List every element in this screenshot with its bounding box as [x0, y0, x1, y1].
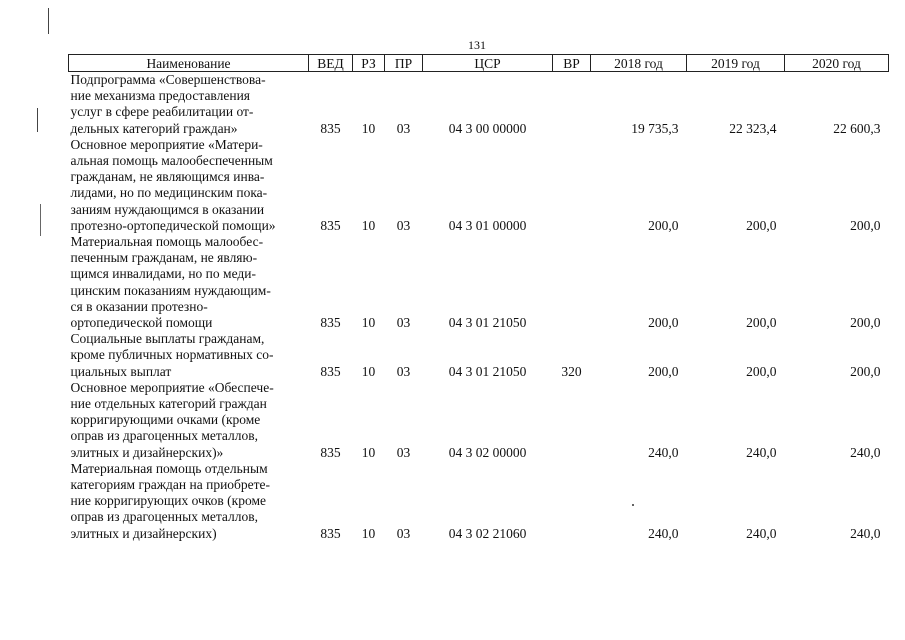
cell-2020: 200,0 — [850, 315, 881, 331]
budget-table — [68, 54, 889, 542]
name-line: альная помощь малообеспеченным — [70, 153, 273, 169]
cell-ved: 835 — [320, 120, 341, 136]
name-line: протезно-ортопедической помощи» — [70, 217, 276, 233]
header-name: Наименование — [69, 55, 309, 72]
name-line: ние корригирующих очков (кроме — [70, 493, 266, 509]
cell-2018: 240,0 — [648, 525, 679, 541]
name-line: кроме публичных нормативных со- — [70, 347, 274, 363]
cell-name — [69, 234, 309, 331]
cell-2020: 200,0 — [850, 363, 881, 379]
name-line: гражданам, не являющимся инва- — [70, 169, 265, 185]
cell-vr — [553, 461, 591, 542]
cell-2018: 200,0 — [648, 363, 679, 379]
cell-pr: 03 — [396, 217, 411, 233]
name-line: оправ из драгоценных металлов, — [70, 428, 259, 444]
name-line: Материальная помощь отдельным — [70, 460, 268, 476]
margin-mark — [48, 8, 49, 34]
cell-name — [69, 380, 309, 461]
cell-2020: 200,0 — [850, 217, 881, 233]
cell-2019: 240,0 — [746, 525, 777, 541]
cell-2018: 240,0 — [648, 444, 679, 460]
name-line: Социальные выплаты гражданам, — [70, 331, 265, 347]
name-line: Основное мероприятие «Обеспече- — [70, 379, 274, 395]
cell-vr: 320 — [561, 363, 582, 379]
cell-rz: 10 — [361, 120, 376, 136]
cell-csr: 04 3 01 00000 — [448, 217, 527, 233]
cell-vr — [553, 137, 591, 234]
cell-csr: 04 3 01 21050 — [448, 315, 527, 331]
name-line: цинским показаниям нуждающим- — [70, 282, 271, 298]
cell-2020: 22 600,3 — [833, 120, 881, 136]
name-line: Основное мероприятие «Матери- — [70, 136, 263, 152]
table-row — [69, 234, 889, 331]
header-ved: ВЕД — [309, 55, 353, 72]
header-2019: 2019 год — [687, 55, 785, 72]
margin-mark — [40, 204, 41, 236]
cell-ved: 835 — [320, 315, 341, 331]
cell-2020: 240,0 — [850, 525, 881, 541]
name-line: ортопедической помощи — [70, 315, 213, 331]
cell-2018: 19 735,3 — [631, 120, 679, 136]
name-line: корригирующими очками (кроме — [70, 412, 261, 428]
name-line: дельных категорий граждан» — [70, 120, 238, 136]
name-line: ся в оказании протезно- — [70, 298, 208, 314]
cell-2019: 240,0 — [746, 444, 777, 460]
cell-2019: 200,0 — [746, 217, 777, 233]
cell-2018: 200,0 — [648, 217, 679, 233]
header-2018: 2018 год — [591, 55, 687, 72]
cell-2020: 240,0 — [850, 444, 881, 460]
cell-ved: 835 — [320, 217, 341, 233]
table-row — [69, 331, 889, 380]
header-vr: ВР — [553, 55, 591, 72]
name-line: лидами, но по медицинским пока- — [70, 185, 268, 201]
cell-pr: 03 — [396, 363, 411, 379]
name-line: печенным гражданам, не являю- — [70, 250, 258, 266]
cell-name — [69, 331, 309, 380]
name-line: щимся инвалидами, но по меди- — [70, 266, 256, 282]
table-row — [69, 72, 889, 137]
cell-csr: 04 3 01 21050 — [448, 363, 527, 379]
cell-csr: 04 3 00 00000 — [448, 120, 527, 136]
cell-pr: 03 — [396, 120, 411, 136]
cell-2019: 200,0 — [746, 315, 777, 331]
cell-2019: 200,0 — [746, 363, 777, 379]
cell-rz: 10 — [361, 315, 376, 331]
cell-rz: 10 — [361, 444, 376, 460]
name-line: ние механизма предоставления — [70, 88, 251, 104]
cell-csr: 04 3 02 21060 — [448, 525, 527, 541]
cell-2019: 22 323,4 — [729, 120, 777, 136]
page-number: 131 — [468, 38, 486, 52]
cell-pr: 03 — [396, 315, 411, 331]
name-line: категориям граждан на приобрете- — [70, 477, 271, 493]
header-csr: ЦСР — [423, 55, 553, 72]
table-row — [69, 137, 889, 234]
cell-pr: 03 — [396, 525, 411, 541]
cell-ved: 835 — [320, 444, 341, 460]
cell-ved: 835 — [320, 363, 341, 379]
cell-rz: 10 — [361, 525, 376, 541]
name-line: заниям нуждающимся в оказании — [70, 201, 265, 217]
cell-2018: 200,0 — [648, 315, 679, 331]
header-rz: РЗ — [353, 55, 385, 72]
cell-rz: 10 — [361, 363, 376, 379]
cell-ved: 835 — [320, 525, 341, 541]
name-line: Подпрограмма «Совершенствова- — [70, 72, 266, 87]
table-row — [69, 461, 889, 542]
name-line: услуг в сфере реабилитации от- — [70, 104, 254, 120]
margin-mark — [37, 108, 38, 132]
cell-rz: 10 — [361, 217, 376, 233]
header-pr: ПР — [385, 55, 423, 72]
cell-name — [69, 461, 309, 542]
cell-csr: 04 3 02 00000 — [448, 444, 527, 460]
cell-vr — [553, 72, 591, 137]
name-line: оправ из драгоценных металлов, — [70, 509, 259, 525]
name-line: элитных и дизайнерских) — [70, 525, 217, 541]
cell-name — [69, 137, 309, 234]
name-line: ние отдельных категорий граждан — [70, 396, 267, 412]
cell-name — [69, 72, 309, 137]
cell-vr — [553, 380, 591, 461]
header-2020: 2020 год — [785, 55, 889, 72]
name-line: элитных и дизайнерских)» — [70, 444, 224, 460]
name-line: Материальная помощь малообес- — [70, 234, 264, 250]
table-header-row — [69, 55, 889, 72]
cell-vr — [553, 234, 591, 331]
cell-pr: 03 — [396, 444, 411, 460]
table-row — [69, 380, 889, 461]
name-line: циальных выплат — [70, 363, 172, 379]
